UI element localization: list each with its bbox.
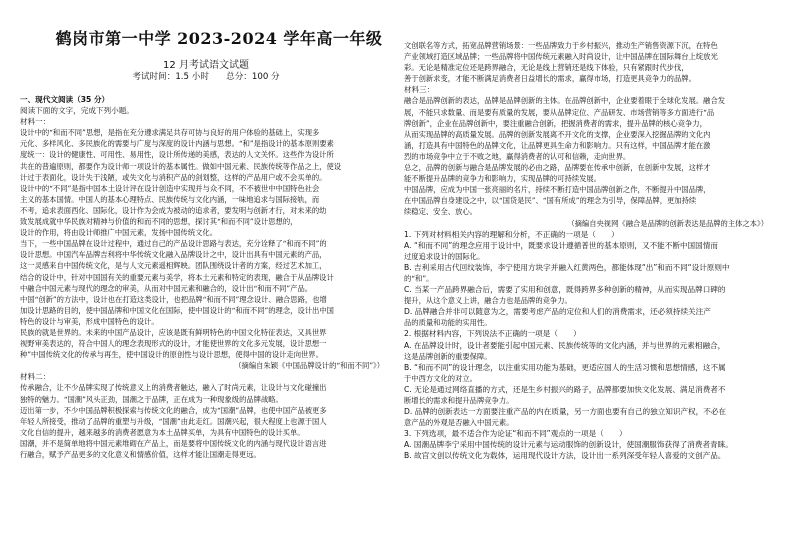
text-line: 烈的市场竞争中立于不败之地，赢得消费者的认可和信赖，走向世界。 xyxy=(404,151,631,161)
text-line: 过度追求设计的国际化。 xyxy=(404,251,485,261)
text-line: 文化自信的提升，越来越多的消费者愿意为本土品牌买单，为具有中国特色的设计买单。 xyxy=(20,427,305,437)
text-line: 在中国品牌自身建设之中，以“国货是民”、“国有所成”的理念为引导，保障品牌，更加持续 xyxy=(404,196,697,206)
text-line: 行融合，赋予产品更多的文化意义和情感价值，这样才能让国潮走得更远。 xyxy=(20,450,261,459)
text-line: 种”中国传统文化的传承与再生，使中国设计的原创性与设计思想，使得中国的设计走向世界。 xyxy=(20,350,323,360)
text-line: 当下，一些中国品牌在设计过程中，通过自己的产品设计思路与表达，充分诠释了“和而不同”的 xyxy=(20,239,327,249)
text-line: B. 吉利采用古代回纹装饰，李宁使用方块字并融入红黄两色，都能体现“出”和而不同“设计原则中 xyxy=(404,262,730,272)
text-line: 加设计思路的目的，使中国品牌和中国文化在国际，使中国设计的“和而不同”的理念，设计出中国 xyxy=(20,305,334,315)
text-line: 彩。无论是精准定位还是跨界融合，无论是线上营销还是线下体验，只有紧跟时代步伐， xyxy=(404,63,689,73)
text-line: 涵，打造具有中国特色的品牌文化，让品牌更具生命力和影响力。只有这样，中国品牌才能在激 xyxy=(404,140,711,150)
text-line: 中国品牌，应成为中国一张亮丽的名片，持续不断打造中国品牌创新之作，不断提升中国品牌， xyxy=(404,185,711,195)
left-text-block xyxy=(20,94,392,460)
text-line: 一、现代文阅读（35 分） xyxy=(20,95,110,104)
text-line: 材料一： xyxy=(20,117,51,127)
text-line: 文创联名等方式，拓宽品牌营销场景：一些品牌致力于乡村振兴，推动生产销售资源下沉，在特色 xyxy=(404,41,718,50)
text-line: 度统一：设计的健康性、可用性、易用性，设计所传递的美感，表达的人文关怀。这些作为设计所 xyxy=(20,150,334,160)
text-line: 不考，追求表面西化、国际化，设计作为会成为被动的追求者，要发明与创新才行，对未来的幼 xyxy=(20,205,327,215)
text-line: 3. 下列选项，最不适合作为论证“和而不同”观点的一项是（ ） xyxy=(404,429,627,439)
text-line: 计过于表面化，设计失于浅陋，或失文化与消积产品的剑划整，这样的产品用户或不会买单的。 xyxy=(20,172,327,182)
text-line: 元化、多样风化、多民族化的需要与广度与深度的设计内涵与思想。“和”是指设计的基本原则要素 xyxy=(20,139,334,149)
text-line: 设计思想。中国汽车品牌吉利将中华传统文化融入品牌设计之中，设计出具有中国元素的产品， xyxy=(20,250,327,260)
text-line: A. “和而不同”的理念应用于设计中，既要求设计遵循普世的基本原则，又不能不断中国国情而 xyxy=(404,240,718,250)
text-line: 品的质量和功能的实用性。 xyxy=(404,318,492,328)
text-line: 中国“创新”的方法中，设计也在打造这类设计，也把品牌“和而不同”理念设计、融合思路，也增 xyxy=(20,294,327,304)
text-line: C. 无论是通过网络直播的方式，还是生乡村振兴的路子，品牌都要加快文化发展、满足消费者不 xyxy=(404,384,726,394)
text-line: 设计中的“不同”是指中国本土设计评在设计创造中实现并与众不同，不不被世中中国特色社会 xyxy=(20,183,320,193)
text-line: 断增长的需求和提升品牌竞争力。 xyxy=(404,396,514,405)
text-line: 于中西方文化的对立。 xyxy=(404,373,477,383)
text-line: 阅读下面的文字，完成下列小题。 xyxy=(20,106,134,116)
text-line: 材料二： xyxy=(20,372,51,382)
text-line: 的“和”。 xyxy=(404,273,434,283)
text-line: 产业领域打造区域品牌；一些品牌将中国传统元素融入时尚设计，让中国品牌在国际舞台上绽放光 xyxy=(404,52,718,62)
text-line: 展，不能只求数量、而是要有质量的发展，要从品牌定位、产品研发、市场营销等多方面进行“品 xyxy=(404,107,715,117)
right-text-block xyxy=(404,40,776,462)
text-line: 年轻人所接受，推动了品牌的重塑与升级，“国潮”由此走红。国潮兴起，很大程度上也源于国人 xyxy=(20,416,327,426)
text-line: 这是品牌创新的重要保障。 xyxy=(404,351,492,361)
text-line: 牌创新”，企业在品牌创新中，要注重融合创新，把握消费者的需求，提升品牌的核心竞争力， xyxy=(404,118,707,128)
text-line: 国潮，并不是简单地将中国元素堆砌在产品上，而是要将中国传统文化的内涵与现代设计语言进 xyxy=(20,438,327,448)
text-line: C. 当某一产品跨界融合后，需要了实用和创意，既得跨界多种创新的精神，从而实现品牌口碑的 xyxy=(404,285,726,295)
text-line: B. 故宫文创以传统文化为载体，运用现代设计方法，设计出一系列深受年轻人喜爱的文创产品。 xyxy=(404,451,726,461)
text-line: 传承融合，让不少品牌实现了传统意义上的消费者触达，融入了时尚元素，让设计与文化碰撞出 xyxy=(20,383,327,393)
text-line: （摘编自央视网《融合是品牌的创新表达是品牌的主体之本》） xyxy=(567,218,768,228)
text-line: 迈出第一步，不少中国品牌积极探索与传统文化的融合，成为“国潮”品牌，也使中国产品被更多 xyxy=(20,405,327,415)
exam-info: 考试时间：1.5 小时 总分：100 分 xyxy=(132,72,280,82)
text-line: 主义的基本国情。中国人的基本心理特点、民族传统与文化内涵，一味地追求与国际接轨，而 xyxy=(20,194,320,204)
text-line: A. 国潮品牌李宁采用中国传统的设计元素与运动服饰的创新设计，使国潮服饰获得了消费者青睐。 xyxy=(404,440,733,450)
text-line: 致发展成就中华民族对精神与价值的和而不同的思想，探讨其“和而不同”设计思想的， xyxy=(20,217,298,227)
text-line: 特色的设计与审美，形成中国特色的设计。 xyxy=(20,316,159,326)
text-line: 提升，从这个意义上讲，融合力也是品牌的竞争力。 xyxy=(404,296,572,306)
text-line: B. “和而不同”的设计理念，以注重实用功能为基础，更适应国人的生活习惯和思想情感，这不属 xyxy=(404,362,726,372)
text-line: 总之，品牌的创新与融合是品牌发展的必由之路，品牌要在传承中创新，在创新中发展，这样才 xyxy=(404,163,711,173)
text-line: 1. 下列对材料相关内容的理解和分析，不正确的一项是（ ） xyxy=(404,229,619,239)
text-line: 能不断提升品牌的竞争力和影响力，实现品牌的可持续发展。 xyxy=(404,174,602,184)
text-line: D. 品牌的创新表达一方面要注重产品的内在质量，另一方面也要有自己的独立知识产权，不必在 xyxy=(404,407,727,417)
text-line: 2. 根据材料内容，下列说法不正确的一项是（ ） xyxy=(404,329,581,339)
text-line: A. 在品牌设计时，设计者要能引起中国元素、民族传统等的文化内涵，并与世界的元素相融合， xyxy=(404,340,726,350)
text-line: 续稳定、安全、放心。 xyxy=(404,207,477,217)
text-line: D. 品牌融合并非可以随意为之，需要考虑产品的定位和人们的消费需求，还必须持续关注产 xyxy=(404,307,711,317)
text-line: 这一灵感来自中国传统文化，是与人文元素遥相辉映。团队围绕设计者的方案，经过艺术加工， xyxy=(20,261,327,271)
exam-subtitle: 12 月考试语文试题 xyxy=(163,60,249,71)
text-line: 设计中的“和而不同”思想，是指在充分遵求满足共存可协与良好的用户体验的基础上，实现多 xyxy=(20,128,320,138)
text-line: 共在的普遍原则，都要作为设计师一项设计的基本属性。做如中国元素、民族传统等作品之上，使设 xyxy=(20,161,342,171)
page-title: 鹤岗市第一中学 2023-2024 学年高一年级 xyxy=(55,29,383,48)
text-line: 设计的作用，将由设计师推广中国元素，发扬中国传统文化。 xyxy=(20,228,218,238)
text-line: 融合是品牌创新的表达，品牌是品牌创新的主体。在品牌创新中，企业要着眼于全球化发展。融合发 xyxy=(404,96,726,106)
text-line: （摘编自朱颖《中国品牌设计的“和而不同”》） xyxy=(234,361,384,371)
text-line: 中融合中国元素与现代的理念的审美，从而对中国元素和融合的，设计出“和而不同”产品。 xyxy=(20,283,313,293)
text-line: 独特的魅力。“国潮”风头正劲，国潮之于品牌，正在成为一种现象级的品牌战略。 xyxy=(20,394,283,404)
text-line: 善于创新求变，才能不断满足消费者日益增长的需求，赢得市场，打造更具竞争力的品牌。 xyxy=(404,74,696,84)
text-line: 视野审美表达的，符合中国人的理念表现形式的设计，才能使世界的文化多元发展，设计思想一 xyxy=(20,339,327,349)
text-line: 结合的设计中，针对中国国有关的重要元素与美学，将本土元素和特定的表现，融合于从品牌设计 xyxy=(20,272,334,282)
text-line: 民族的就是世界的。未来的中国产品设计，应该是既有鲜明特色的中国文化特征表达，又具世界 xyxy=(20,327,327,337)
text-line: 从而实现品牌的高质量发展。品牌的创新发展离不开文化的支撑，企业要深入挖掘品牌的文化内 xyxy=(404,129,711,139)
text-line: 意产品的外观是否融入中国元素。 xyxy=(404,418,514,428)
text-line: 材料三： xyxy=(404,85,435,95)
